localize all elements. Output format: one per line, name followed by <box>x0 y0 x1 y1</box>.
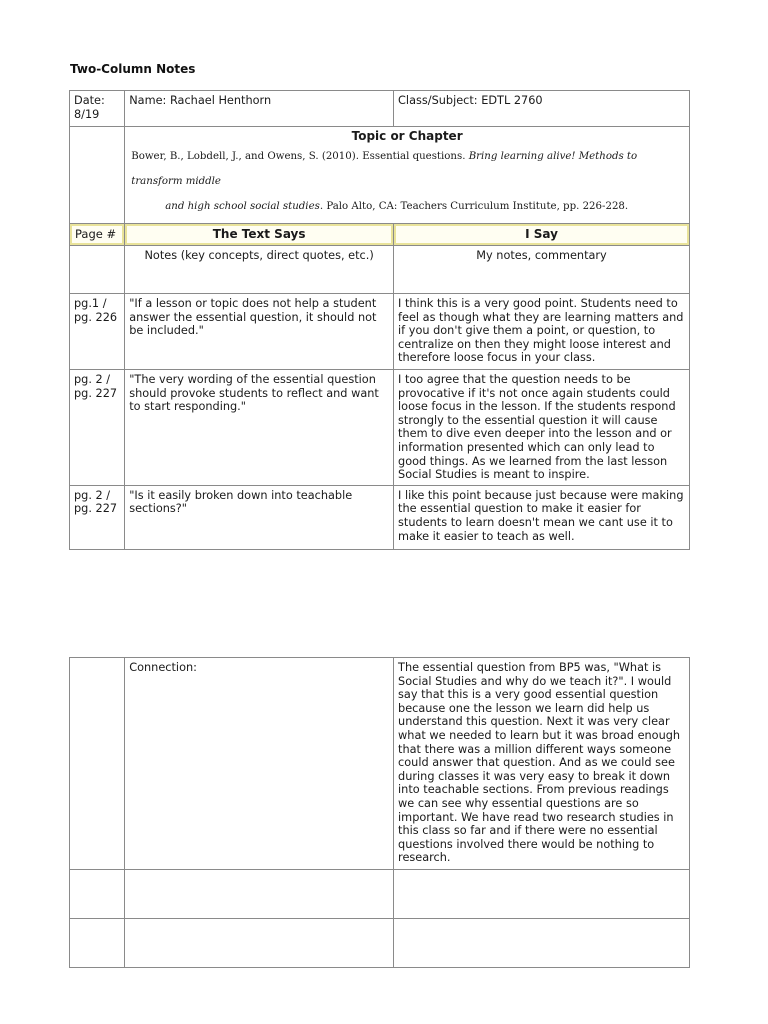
topic-empty-cell <box>70 127 125 224</box>
column-headers-row <box>70 224 690 246</box>
topic-row <box>70 127 690 224</box>
comment-cell: I think this is a very good point. Students need to feel as though what they are learning matters and if you don't give them a point, or question, to centralize on then they might loose interest and therefore loose focus in your class. <box>394 294 690 370</box>
header-row <box>70 91 690 127</box>
notes-subheader: Notes (key concepts, direct quotes, etc.) <box>125 246 394 294</box>
table-row <box>70 294 690 370</box>
page-ref-cell: pg.1 / pg. 226 <box>70 294 125 370</box>
commentary-subheader: My notes, commentary <box>394 246 690 294</box>
empty-row <box>70 919 690 968</box>
page-ref-cell: pg. 2 / pg. 227 <box>70 370 125 486</box>
connection-row <box>70 658 690 870</box>
citation-authors: Bower, B., Lobdell, J., and Owens, S. (2010). Essential questions. <box>131 151 469 162</box>
i-say-header-cell <box>394 224 690 246</box>
i-say-header: I Say <box>394 224 689 245</box>
page-header: Page # <box>70 224 124 245</box>
subheaders-row <box>70 246 690 294</box>
empty-row <box>70 870 690 919</box>
citation-book-title-2: and high school social studies. <box>165 201 324 212</box>
connection-label: Connection: <box>125 658 394 870</box>
page-header-cell <box>70 224 125 246</box>
text-says-header: The Text Says <box>125 224 393 245</box>
empty-cell <box>394 870 690 919</box>
quote-cell: "Is it easily broken down into teachable sections?" <box>125 485 394 549</box>
connection-empty-cell <box>70 658 125 870</box>
comment-cell: I too agree that the question needs to be provocative if it's not once again students could loose focus in the lesson. If the students respond strongly to the essential question it will cause them to dive even deeper into the lesson and or information presented which can only lead to good things. As we learned from the last lesson Social Studies is meant to inspire. <box>394 370 690 486</box>
subheader-empty-cell <box>70 246 125 294</box>
document-title: Two-Column Notes <box>70 62 196 76</box>
table-row <box>70 485 690 549</box>
two-column-notes-table <box>69 90 690 550</box>
empty-cell <box>70 870 125 919</box>
topic-heading: Topic or Chapter <box>351 129 463 143</box>
text-says-header-cell <box>125 224 394 246</box>
table-row <box>70 370 690 486</box>
comment-cell: I like this point because just because were making the essential question to make it easier for students to learn doesn't mean we cant use it to make it easier to teach as well. <box>394 485 690 549</box>
citation <box>129 144 685 219</box>
empty-cell <box>125 870 394 919</box>
connection-table <box>69 657 690 968</box>
topic-cell <box>125 127 690 224</box>
connection-text: The essential question from BP5 was, "What is Social Studies and why do we teach it?". I would say that this is a very good essential question because one the lesson we learn did help us understand this question. Next it was very clear what we needed to learn but it was broad enough that there was a million different ways someone could answer that question. And as we could see during classes it was very easy to break it down into teachable sections. From previous readings we can see why essential questions are so important. We have read two research studies in this class so far and if there were no essential questions involved there would be nothing to research. <box>394 658 690 870</box>
quote-cell: "If a lesson or topic does not help a student answer the essential question, it should not be included." <box>125 294 394 370</box>
empty-cell <box>394 919 690 968</box>
quote-cell: "The very wording of the essential question should provoke students to reflect and want to start responding." <box>125 370 394 486</box>
empty-cell <box>125 919 394 968</box>
name-cell: Name: Rachael Henthorn <box>125 91 394 127</box>
citation-publisher: Palo Alto, CA: Teachers Curriculum Institute, pp. 226-228. <box>323 201 629 212</box>
citation-book-title-1: Bring learning alive! Methods to transform middle <box>131 151 638 187</box>
page-ref-cell: pg. 2 / pg. 227 <box>70 485 125 549</box>
date-cell: Date: 8/19 <box>70 91 125 127</box>
empty-cell <box>70 919 125 968</box>
class-subject-cell: Class/Subject: EDTL 2760 <box>394 91 690 127</box>
